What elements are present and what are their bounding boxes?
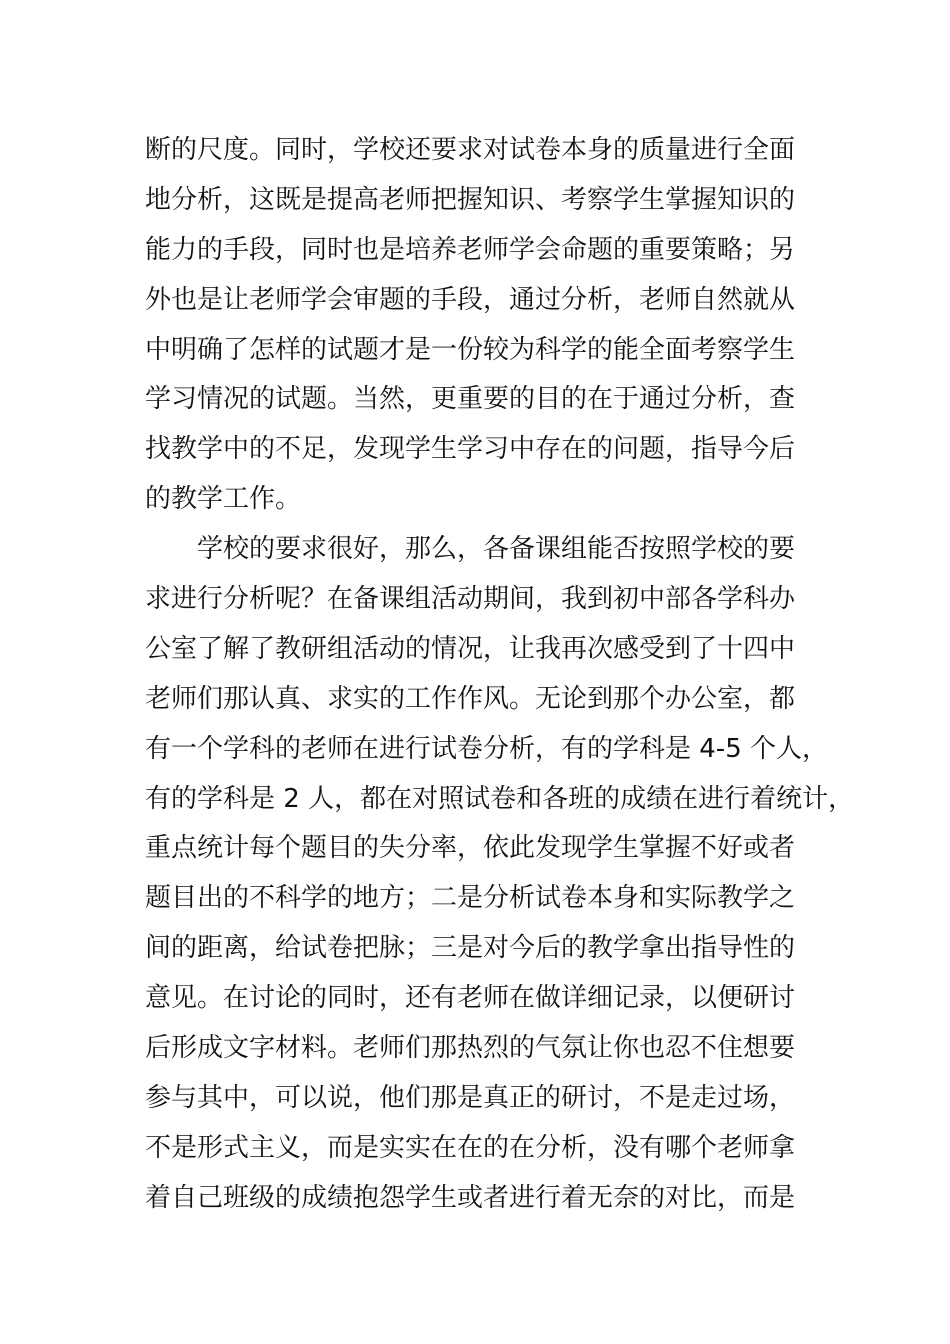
text-line: 求进行分析呢？在备课组活动期间，我到初中部各学科办: [145, 584, 796, 615]
text-line: 后形成文字材料。老师们那热烈的气氛让你也忍不住想要: [145, 1033, 796, 1064]
body-text: [145, 126, 855, 1224]
text-line: 老师们那认真、求实的工作作风。无论到那个办公室，都: [145, 683, 796, 714]
text-line: 不是形式主义，而是实实在在的在分析，没有哪个老师拿: [145, 1132, 796, 1163]
text-line: 的教学工作。: [145, 484, 302, 515]
text-line: 题目出的不科学的地方；二是分析试卷本身和实际教学之: [145, 883, 796, 914]
text-line: 地分析，这既是提高老师把握知识、考察学生掌握知识的: [145, 184, 796, 215]
text-line: 意见。在讨论的同时，还有老师在做详细记录，以便研讨: [145, 983, 796, 1014]
text-line: 外也是让老师学会审题的手段，通过分析，老师自然就从: [145, 284, 796, 315]
text-line: 着自己班级的成绩抱怨学生或者进行着无奈的对比，而是: [145, 1182, 796, 1213]
text-line: 断的尺度。同时，学校还要求对试卷本身的质量进行全面: [145, 135, 796, 165]
text-line: 间的距离，给试卷把脉；三是对今后的教学拿出指导性的: [145, 933, 796, 964]
text-line: 中明确了怎样的试题才是一份较为科学的能全面考察学生: [145, 334, 796, 365]
text-line: 学习情况的试题。当然，更重要的目的在于通过分析，查: [145, 384, 796, 415]
text-line: 有一个学科的老师在进行试卷分析，有的学科是 4-5 个人，: [145, 733, 828, 764]
text-line: 参与其中，可以说，他们那是真正的研讨，不是走过场，: [145, 1082, 796, 1113]
text-line: 找教学中的不足，发现学生学习中存在的问题，指导今后: [145, 434, 796, 465]
paragraph-start-line: 学校的要求很好，那么，各备课组能否按照学校的要: [145, 534, 796, 565]
text-line: 能力的手段，同时也是培养老师学会命题的重要策略；另: [145, 234, 796, 265]
text-line: 公室了解了教研组活动的情况，让我再次感受到了十四中: [145, 633, 796, 664]
text-line: 重点统计每个题目的失分率，依此发现学生掌握不好或者: [145, 833, 796, 864]
text-line: 有的学科是 2 人，都在对照试卷和各班的成绩在进行着统计，: [145, 783, 855, 814]
